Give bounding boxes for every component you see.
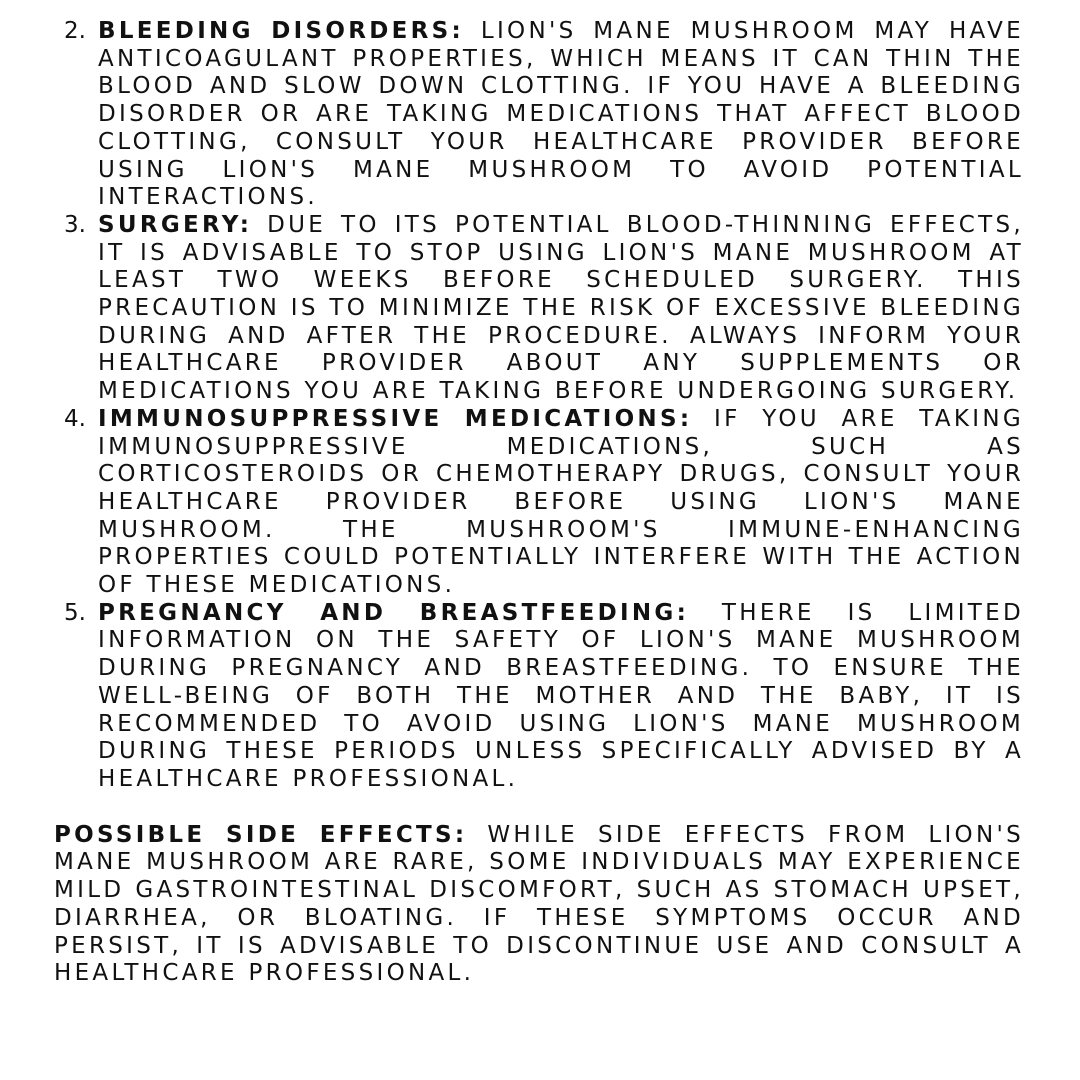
list-item-immunosuppressive-medications — [64, 405, 1024, 600]
document-page — [54, 18, 1024, 1062]
list-item-surgery — [64, 211, 1024, 406]
list-item-heading: IMMUNOSUPPRESSIVE MEDICATIONS: — [98, 405, 693, 432]
precautions-list — [54, 18, 1024, 794]
list-item-pregnancy-breastfeeding — [64, 599, 1024, 794]
list-item-body: LION'S MANE MUSHROOM MAY HAVE ANTICOAGULANT PROPERTIES, WHICH MEANS IT CAN THIN THE BLOOD AND SLOW DOWN CLOTTING. IF YOU HAVE A BLEEDING DISORDER OR ARE TAKING MEDICATIONS THAT AFFECT BLOOD CLOTTING, CONSULT YOUR HEALTHCARE PROVIDER BEFORE USING LION'S MANE MUSHROOM TO AVOID POTENTIAL INTERACTIONS. — [98, 18, 1024, 211]
list-item-body: DUE TO ITS POTENTIAL BLOOD-THINNING EFFECTS, IT IS ADVISABLE TO STOP USING LION'S MANE MUSHROOM AT LEAST TWO WEEKS BEFORE SCHEDULED SURGERY. THIS PRECAUTION IS TO MINIMIZE THE RISK OF EXCESSIVE BLEEDING DURING AND AFTER THE PROCEDURE. ALWAYS INFORM YOUR HEALTHCARE PROVIDER ABOUT ANY SUPPLEMENTS OR MEDICATIONS YOU ARE TAKING BEFORE UNDERGOING SURGERY. — [98, 211, 1024, 405]
list-item-heading: SURGERY: — [98, 211, 253, 238]
list-item-body: IF YOU ARE TAKING IMMUNOSUPPRESSIVE MEDICATIONS, SUCH AS CORTICOSTEROIDS OR CHEMOTHERAPY DRUGS, CONSULT YOUR HEALTHCARE PROVIDER BEFORE USING LION'S MANE MUSHROOM. THE MUSHROOM'S IMMUNE-ENHANCING PROPERTIES COULD POTENTIALLY INTERFERE WITH THE ACTION OF THESE MEDICATIONS. — [98, 405, 1024, 599]
list-item-number: 5. — [64, 599, 86, 626]
list-item-number: 4. — [64, 405, 86, 432]
list-item-heading: BLEEDING DISORDERS: — [98, 18, 465, 44]
list-item-bleeding-disorders — [64, 18, 1024, 212]
side-effects-body: WHILE SIDE EFFECTS FROM LION'S MANE MUSHROOM ARE RARE, SOME INDIVIDUALS MAY EXPERIENCE MILD GASTROINTESTINAL DISCOMFORT, SUCH AS STOMACH UPSET, DIARRHEA, OR BLOATING. IF THESE SYMPTOMS OCCUR AND PERSIST, IT IS ADVISABLE TO DISCONTINUE USE AND CONSULT A HEALTHCARE PROFESSIONAL. — [54, 821, 1024, 987]
list-item-number: 2. — [64, 18, 86, 44]
side-effects-paragraph — [54, 822, 1024, 988]
list-item-body: THERE IS LIMITED INFORMATION ON THE SAFETY OF LION'S MANE MUSHROOM DURING PREGNANCY AND BREASTFEEDING. TO ENSURE THE WELL-BEING OF BOTH THE MOTHER AND THE BABY, IT IS RECOMMENDED TO AVOID USING LION'S MANE MUSHROOM DURING THESE PERIODS UNLESS SPECIFICALLY ADVISED BY A HEALTHCARE PROFESSIONAL. — [98, 599, 1024, 792]
list-item-heading: PREGNANCY AND BREASTFEEDING: — [98, 599, 690, 626]
side-effects-heading: POSSIBLE SIDE EFFECTS: — [54, 821, 468, 848]
list-item-number: 3. — [64, 211, 86, 238]
